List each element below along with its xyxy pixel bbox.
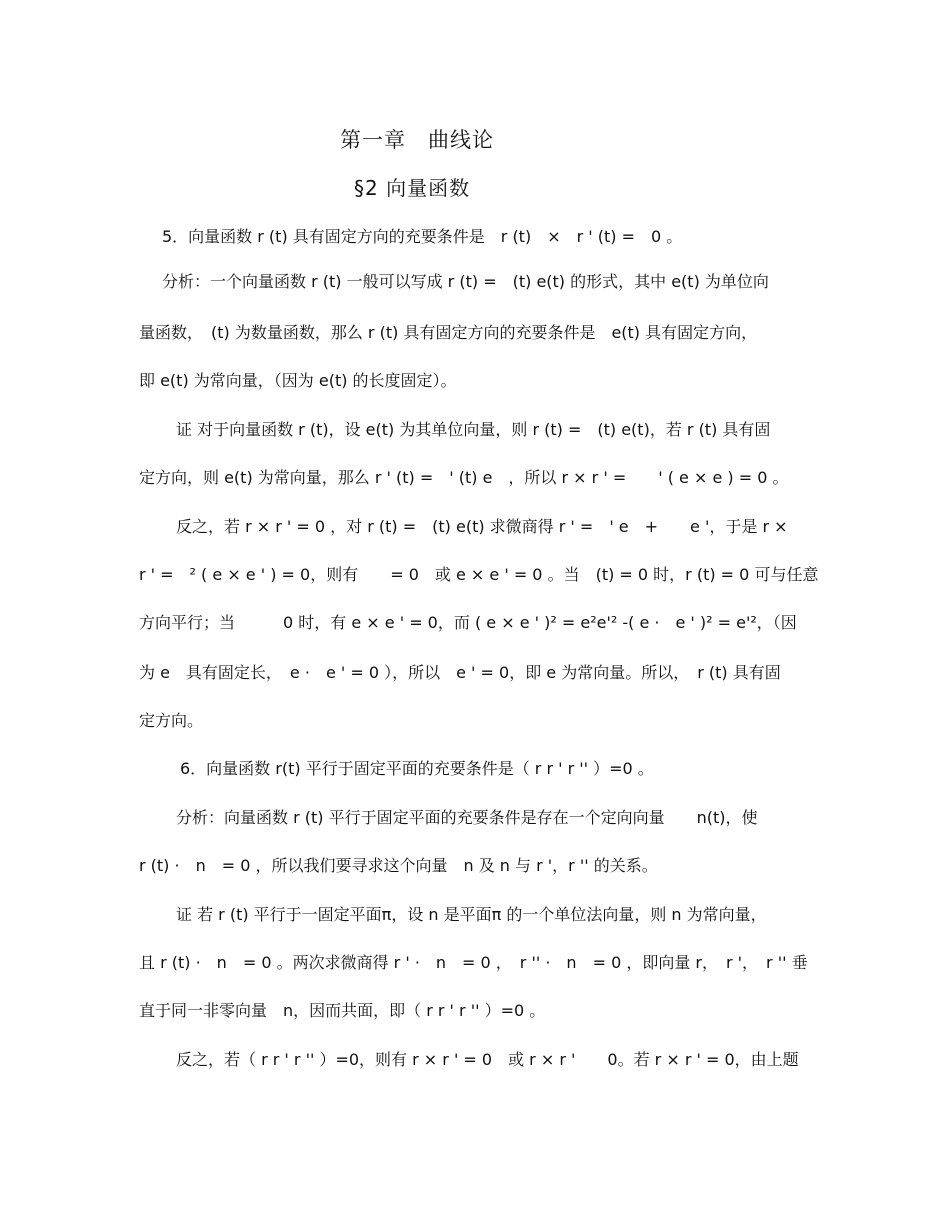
section-title: §2 向量函数 <box>354 176 471 200</box>
analysis-5-line-1: 分析：一个向量函数 r (t) 一般可以写成 r (t) = (t) e(t) 的形式，其中 e(t) 为单位向 <box>162 272 769 291</box>
converse-5-line-3: 方向平行；当 0 时，有 e × e ' = 0，而 ( e × e ' )² = e²e'² -( e · e ' )² = e'²，（因 <box>139 613 797 632</box>
analysis-5-line-2: 量函数， (t) 为数量函数，那么 r (t) 具有固定方向的充要条件是 e(t) 具有固定方向， <box>139 323 758 342</box>
proof-6-line-1: 证 若 r (t) 平行于一固定平面π，设 n 是平面π 的一个单位法向量，则 n 为常向量， <box>176 905 767 924</box>
proof-5-line-1: 证 对于向量函数 r (t)，设 e(t) 为其单位向量，则 r (t) = (t) e(t)，若 r (t) 具有固 <box>176 420 771 439</box>
chapter-title: 第一章 曲线论 <box>340 128 494 152</box>
converse-6-line-1: 反之，若（ r r ' r '' ）=0，则有 r × r ' = 0 或 r × r ' 0。若 r × r ' = 0，由上题 <box>176 1050 799 1069</box>
converse-5-line-5: 定方向。 <box>139 711 204 730</box>
analysis-5-line-3: 即 e(t) 为常向量，（因为 e(t) 的长度固定）。 <box>139 371 457 390</box>
proof-6-line-3: 直于同一非零向量 n，因而共面，即（ r r ' r '' ）=0 。 <box>139 1001 546 1020</box>
proof-5-line-2: 定方向，则 e(t) 为常向量，那么 r ' (t) = ' (t) e ，所以 r × r ' = ' ( e × e ) = 0 。 <box>139 468 789 487</box>
converse-5-line-1: 反之，若 r × r ' = 0 ，对 r (t) = (t) e(t) 求微商得 r ' = ' e + e '，于是 r × <box>176 517 788 536</box>
analysis-6-line-1: 分析：向量函数 r (t) 平行于固定平面的充要条件是存在一个定向向量 n(t)，使 <box>176 808 758 827</box>
problem-6-statement: 6．向量函数 r(t) 平行于固定平面的充要条件是（ r r ' r '' ）=0 。 <box>180 759 654 778</box>
analysis-6-line-2: r (t) · n = 0 ，所以我们要寻求这个向量 n 及 n 与 r '，r '' 的关系。 <box>139 856 658 875</box>
converse-5-line-4: 为 e 具有固定长， e · e ' = 0 ），所以 e ' = 0，即 e 为常向量。所以， r (t) 具有固 <box>139 663 781 682</box>
proof-6-line-2: 且 r (t) · n = 0 。两次求微商得 r ' · n = 0 ， r '' · n = 0 ，即向量 r， r '， r '' 垂 <box>139 953 808 972</box>
converse-5-line-2: r ' = ² ( e × e ' ) = 0，则有 = 0 或 e × e ' = 0 。当 (t) = 0 时，r (t) = 0 可与任意 <box>139 565 819 584</box>
problem-5-statement: 5．向量函数 r (t) 具有固定方向的充要条件是 r (t) × r ' (t) = 0 。 <box>162 227 683 246</box>
